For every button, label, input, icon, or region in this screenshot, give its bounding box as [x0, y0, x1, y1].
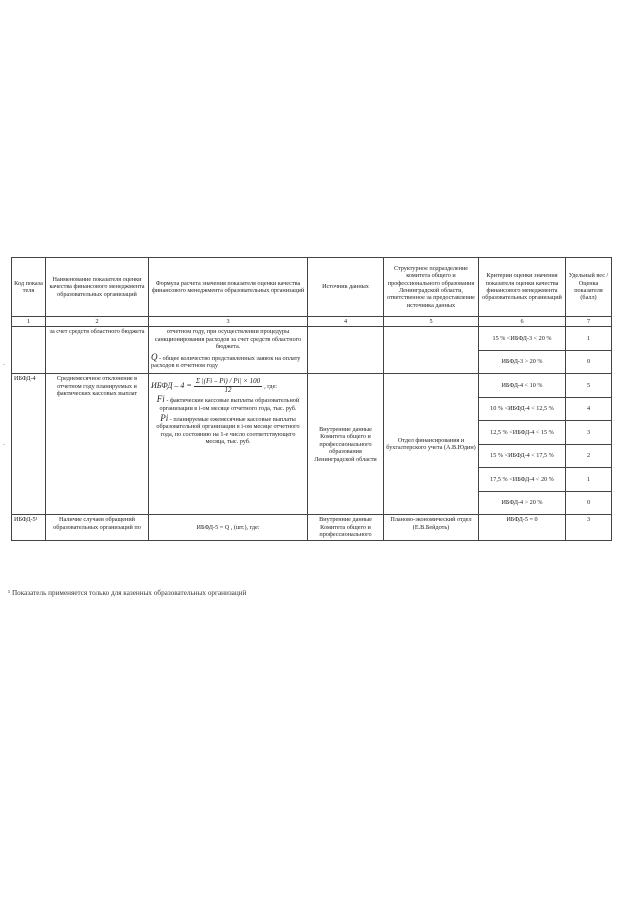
- formula-denominator: 12: [224, 385, 232, 394]
- formula-where: , где:: [264, 383, 278, 391]
- source-cell: [308, 327, 384, 374]
- p-definition: [151, 415, 305, 446]
- col-number: 2: [46, 317, 149, 327]
- criterion-cell: ИБФД-3 > 20 %: [479, 350, 566, 374]
- footnote: ¹ Показатель применяется только для казенных образовательных организаций: [8, 589, 247, 597]
- criterion-cell: 15 % <ИБФД-3 < 20 %: [479, 327, 566, 351]
- name-cell: за счет средств областного бюджета: [46, 327, 149, 374]
- col-number: 7: [566, 317, 612, 327]
- code-cell: [12, 327, 46, 374]
- formula-text: отчетном году, при осуществлении процедуры санкционирования расходов за счет средств областного бюджета.: [154, 328, 302, 351]
- header-department: Структурное подразделение комитета общего и профессионального образования Ленинградской области, ответственное за предоставление источника данных: [384, 258, 479, 317]
- header-code: Код показа теля: [12, 258, 46, 317]
- criterion-cell: ИБФД-4 > 20 %: [479, 491, 566, 515]
- header-formula: Формула расчета значения показателя оценки качества финансового менеджмента образовательных организаций: [149, 258, 308, 317]
- source-cell: Внутренние данные Комитета общего и профессионального образования Ленинградской области: [308, 374, 384, 515]
- column-number-row: [12, 317, 612, 327]
- score-cell: 0: [566, 491, 612, 515]
- margin-mark: -: [3, 362, 5, 368]
- q-text: - общее количество представленных заявок на оплату расходов в отчетном году: [151, 354, 301, 370]
- table-header-row: [12, 258, 612, 317]
- header-weight: Удельный вес / Оценка показателя (балл): [566, 258, 612, 317]
- f-definition: [151, 396, 305, 412]
- criterion-cell: 10 % <ИБФД-4 < 12,5 %: [479, 397, 566, 421]
- criterion-cell: ИБФД-4 < 10 %: [479, 374, 566, 398]
- department-cell: Планово-экономический отдел (Е.В.Бейдоть): [384, 515, 479, 540]
- criteria-table: [11, 257, 612, 541]
- score-cell: 3: [566, 421, 612, 445]
- table-row: [12, 374, 612, 398]
- formula-cell: [149, 327, 308, 374]
- formula-fraction: [194, 378, 262, 394]
- p-text: - планируемые ежемесячные кассовые выплаты образовательной организации в i-ом месяце отчетного года, по состоянию на 1-е число соответствующего месяца, тыс. руб.: [156, 416, 300, 446]
- table-row: [12, 515, 612, 540]
- header-source: Источник данных: [308, 258, 384, 317]
- table-row: [12, 327, 612, 351]
- name-cell: Среднемесячное отклонение в отчетном году планируемых и фактических кассовых выплат: [46, 374, 149, 515]
- score-cell: 5: [566, 374, 612, 398]
- score-cell: 4: [566, 397, 612, 421]
- f-symbol: Fi: [156, 394, 165, 405]
- header-criteria: Критерии оценки значения показателя оценки качества финансового менеджмента образовательных организаций: [479, 258, 566, 317]
- header-name: Наименование показателя оценки качества финансового менеджмента образовательных организаций: [46, 258, 149, 317]
- criterion-cell: ИБФД-5 = 0: [479, 515, 566, 540]
- code-cell: ИБФД-4: [12, 374, 46, 515]
- score-cell: 2: [566, 444, 612, 468]
- col-number: 3: [149, 317, 308, 327]
- score-cell: 1: [566, 468, 612, 492]
- formula-ibfd4: [151, 378, 305, 394]
- score-cell: 3: [566, 515, 612, 540]
- code-cell: ИБФД-5¹: [12, 515, 46, 540]
- f-text: - фактические кассовые выплаты образовательной организации в i-ом месяце отчетного года, тыс. руб.: [159, 397, 300, 412]
- source-cell: Внутренние данные Комитета общего и профессионального: [308, 515, 384, 540]
- col-number: 1: [12, 317, 46, 327]
- score-cell: 0: [566, 350, 612, 374]
- department-cell: [384, 327, 479, 374]
- p-symbol: Pi: [160, 413, 169, 424]
- margin-mark: -: [3, 442, 5, 448]
- col-number: 4: [308, 317, 384, 327]
- q-symbol: Q: [151, 351, 158, 362]
- formula-cell: ИБФД-5 = Q , (шт.), где:: [149, 515, 308, 540]
- criterion-cell: 15 % <ИБФД-4 < 17,5 %: [479, 444, 566, 468]
- q-definition: [151, 351, 305, 370]
- name-cell: Наличие случаев обращений образовательных организаций по: [46, 515, 149, 540]
- formula-lhs: ИБФД – 4 =: [151, 381, 192, 391]
- score-cell: 1: [566, 327, 612, 351]
- formula-cell: [149, 374, 308, 515]
- formula-numerator: Σ |(Fi – Pi) / Pi| × 100: [195, 377, 261, 386]
- col-number: 5: [384, 317, 479, 327]
- criterion-cell: 17,5 % <ИБФД-4 < 20 %: [479, 468, 566, 492]
- criterion-cell: 12,5 % <ИБФД-4 < 15 %: [479, 421, 566, 445]
- col-number: 6: [479, 317, 566, 327]
- department-cell: Отдел финансирования и бухгалтерского учета (А.В.Юдин): [384, 374, 479, 515]
